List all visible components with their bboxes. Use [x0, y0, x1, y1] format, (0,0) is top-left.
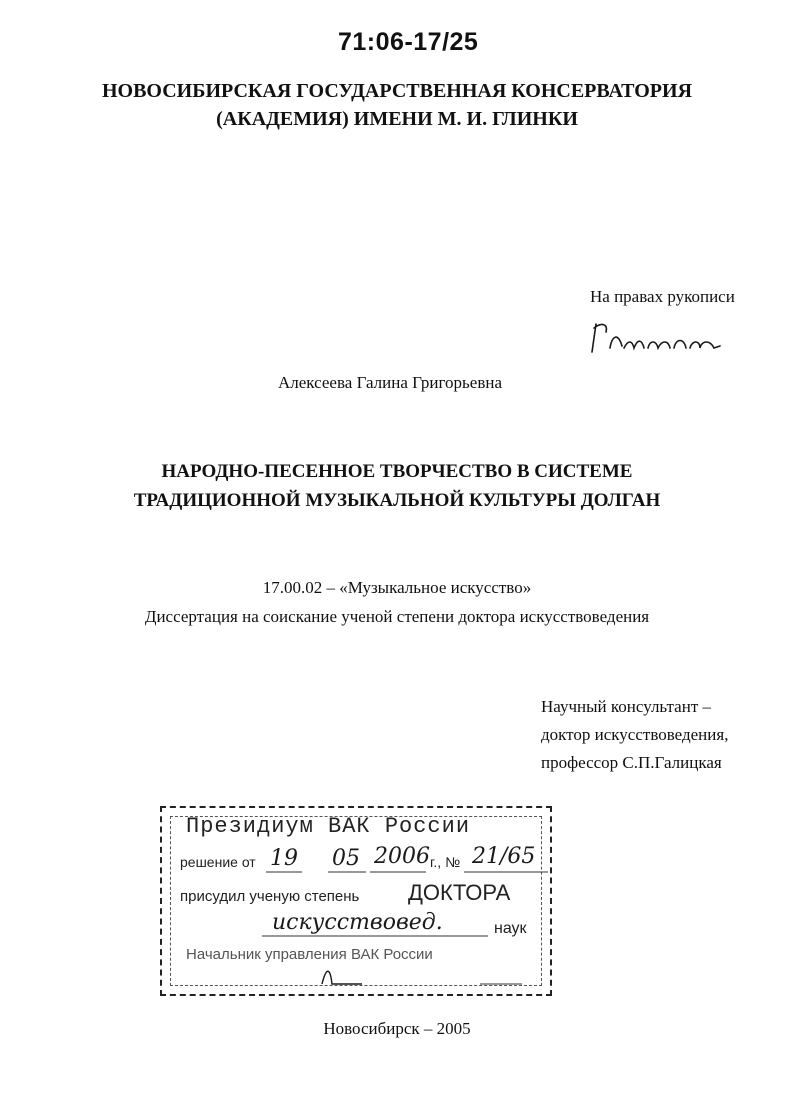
institution-line-1: НОВОСИБИРСКАЯ ГОСУДАРСТВЕННАЯ КОНСЕРВАТОРИЯ: [101, 80, 693, 102]
consultant-line-2: доктор искусствоведения,: [541, 725, 729, 744]
dissertation-title-line-2: ТРАДИЦИОННОЙ МУЗЫКАЛЬНОЙ КУЛЬТУРЫ ДОЛГАН: [133, 490, 661, 511]
author-name: Алексеева Галина Григорьевна: [277, 373, 503, 392]
stamp-field: искусствовед.: [272, 910, 443, 935]
rights-note: На правах рукописи: [590, 287, 735, 306]
consultant-line-3: профессор С.П.Галицкая: [541, 753, 722, 772]
institution-line-2: (АКАДЕМИЯ) ИМЕНИ М. И. ГЛИНКИ: [216, 108, 578, 130]
stamp-day: 19: [270, 846, 298, 871]
vak-stamp: [160, 806, 552, 996]
stamp-number: 21/65: [472, 844, 536, 869]
stamp-year-suffix: г., №: [430, 854, 461, 870]
city-year: Новосибирск – 2005: [323, 1019, 471, 1038]
dissertation-title-line-1: НАРОДНО-ПЕСЕННОЕ ТВОРЧЕСТВО В СИСТЕМЕ: [161, 461, 633, 482]
signature-scribble: [588, 318, 738, 358]
stamp-sciences-label: наук: [494, 920, 527, 937]
consultant-line-1: Научный консультант –: [541, 697, 711, 716]
stamp-office-label: Начальник управления ВАК России: [186, 946, 433, 963]
stamp-conferred-label: присудил ученую степень: [180, 888, 360, 905]
archive-code: 71:06-17/25: [338, 28, 479, 56]
degree-statement: Диссертация на соискание ученой степени доктора искусствоведения: [144, 607, 650, 626]
stamp-degree: ДОКТОРА: [408, 880, 511, 905]
stamp-decision-label: решение от: [180, 854, 256, 870]
stamp-year: 2006: [374, 844, 430, 869]
consultant-block: [541, 693, 728, 777]
specialty-code: 17.00.02 – «Музыкальное искусство»: [262, 578, 532, 597]
author-signature: [588, 318, 738, 358]
stamp-month: 05: [332, 846, 360, 871]
stamp-title: Президиум ВАК России: [186, 814, 471, 839]
